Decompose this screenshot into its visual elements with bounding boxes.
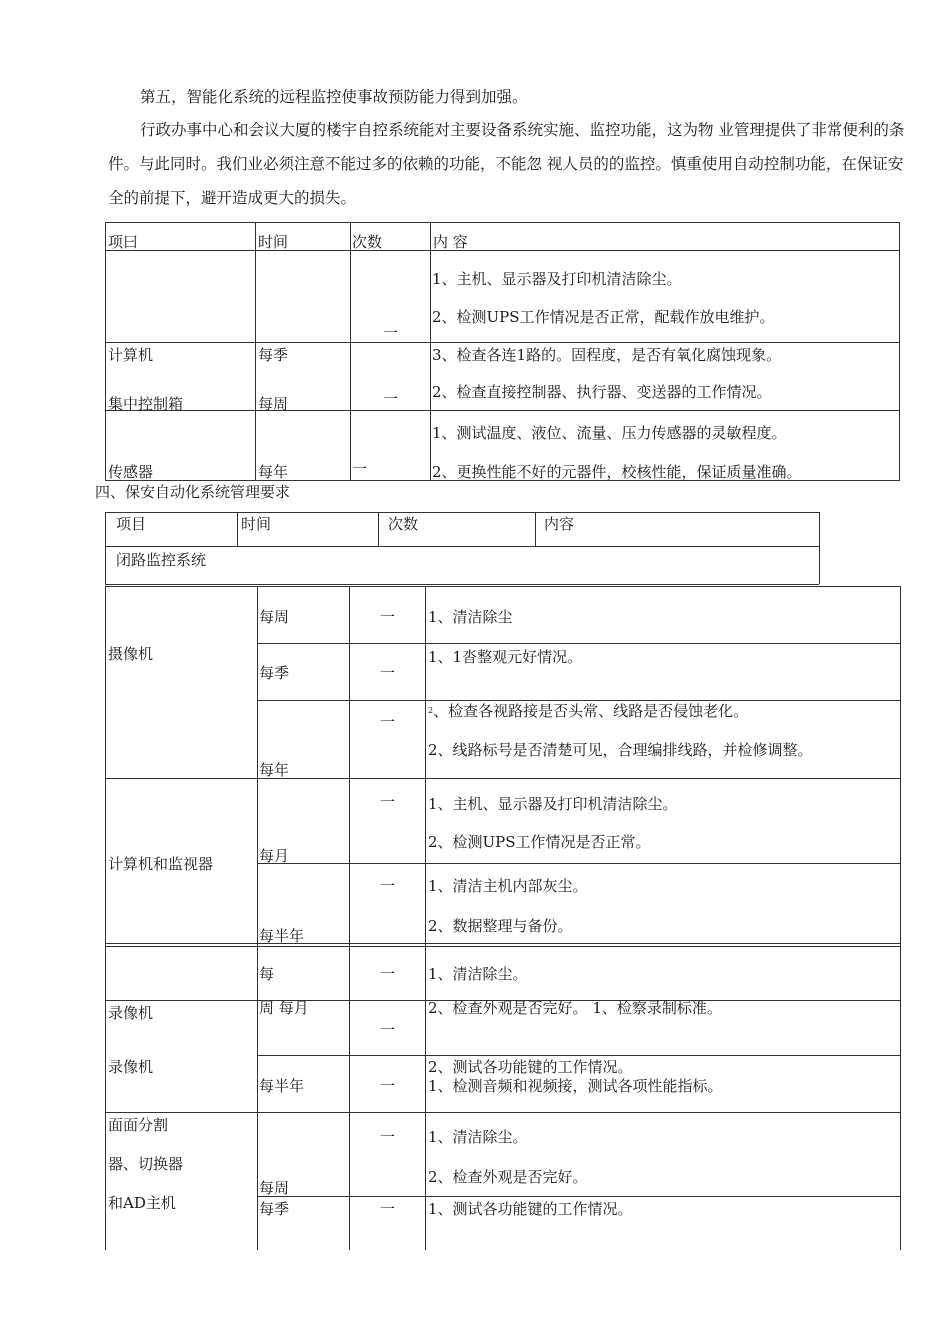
table-2-col-line xyxy=(378,512,379,546)
splitter-time: 每周 xyxy=(259,1179,290,1197)
table-1-row3-line: 2、更换性能不好的元器件，校核性能，保证质量准确。 xyxy=(432,463,802,481)
table-3-row-divider xyxy=(257,1196,900,1197)
table-3-row-divider xyxy=(257,643,900,644)
recorder-count: 一 xyxy=(380,1077,396,1095)
table-3-border-top xyxy=(105,586,901,587)
camera-time: 每年 xyxy=(259,761,290,779)
camera-item-label: 摄像机 xyxy=(108,645,154,663)
table-1-header-count: 次数 xyxy=(352,233,383,251)
computer-monitor-item-label: 计算机和监视器 xyxy=(108,855,214,873)
recorder-time: 每 xyxy=(259,965,275,983)
table-1-col-line xyxy=(899,222,900,480)
table-3-row-divider xyxy=(105,943,900,944)
table-2-header-item: 项目 xyxy=(116,515,147,533)
table-1-col-line xyxy=(350,222,351,480)
superscript-marker: 2 xyxy=(428,706,434,715)
computer-content-line: 2、数据整理与备份。 xyxy=(428,917,573,935)
table-1-border-top xyxy=(105,222,900,223)
recorder-content-line: 1、清洁除尘。 xyxy=(428,965,528,983)
computer-count: 一 xyxy=(380,877,396,895)
table-2-border-bottom xyxy=(105,584,819,585)
table-1-row-divider xyxy=(105,342,900,343)
paragraph-2: 行政办事中心和会议大厦的楼宇自控系统能对主要设备系统实施、监控功能，这为物 业管理提供了非常便利的条件。与此同时。我们业必须注意不能过多的依赖的功能，不能忽 视人员的的监控。慎重使用自动控制功能，在保证安全的前提下，避开造成更大的损失。 xyxy=(108,121,905,207)
table-3-row-divider xyxy=(257,1055,900,1056)
splitter-time: 每季 xyxy=(259,1200,290,1218)
table-3-col-line xyxy=(257,586,258,1250)
table-1-col-line xyxy=(255,222,256,480)
camera-content-line: 1、清洁除尘 xyxy=(428,608,513,626)
camera-count: 一 xyxy=(380,713,396,731)
table-2-col-line xyxy=(105,512,106,584)
table-1-row1-count: 一 xyxy=(383,324,399,342)
table-2-header-content: 内容 xyxy=(544,515,575,533)
splitter-item-label: 面面分割 xyxy=(108,1116,169,1134)
splitter-content-line: 2、检查外观是否完好。 xyxy=(428,1168,588,1186)
computer-content-line: 1、清洁主机内部灰尘。 xyxy=(428,877,588,895)
table-3-col-line xyxy=(900,586,901,1250)
table-1-row1-line: 2、检测UPS工作情况是否正常，配载作放电维护。 xyxy=(432,308,775,326)
table-3-row-divider xyxy=(257,700,900,701)
recorder-content-line: 2、测试各功能键的工作情况。 xyxy=(428,1058,633,1076)
table-1-row3-item: 传感器 xyxy=(108,463,154,481)
table-1-row2-time: 每周 xyxy=(258,395,289,413)
table-1-row2-line: 3、检查各连1路的。固程度，是否有氧化腐蚀现象。 xyxy=(432,346,782,364)
table-2-border-top xyxy=(105,512,819,513)
recorder-content-line: 1、检测音频和视频接，测试各项性能指标。 xyxy=(428,1077,723,1095)
computer-content-line: 1、主机、显示器及打印机清洁除尘。 xyxy=(428,795,678,813)
splitter-count: 一 xyxy=(380,1128,396,1146)
recorder-content-line: 2、检查外观是否完好。 1、检察录制标准。 xyxy=(428,999,722,1017)
paragraph-1: 第五，智能化系统的远程监控使事故预防能力得到加强。 xyxy=(140,88,528,106)
section-heading: 四、保安自动化系统管理要求 xyxy=(95,483,291,501)
camera-content-text: 、检查各视路接是否头常、线路是否侵蚀老化。 xyxy=(433,702,749,720)
table-1-row1-line: 1、主机、显示器及打印机清洁除尘。 xyxy=(432,270,682,288)
splitter-count: 一 xyxy=(380,1200,396,1218)
table-3-row-divider xyxy=(257,863,900,864)
recorder-time: 周 每月 xyxy=(259,999,309,1017)
table-1-header-divider xyxy=(105,250,900,251)
table-1-header-content: 内 容 xyxy=(433,233,468,251)
splitter-content-line: 1、测试各功能键的工作情况。 xyxy=(428,1200,633,1218)
table-2-header-count: 次数 xyxy=(388,515,419,533)
table-2-header-divider xyxy=(105,546,819,547)
camera-count: 一 xyxy=(380,664,396,682)
table-1-row3-time: 每年 xyxy=(258,463,289,481)
table-1-row2-line: 2、检查直接控制器、执行器、变送器的工作情况。 xyxy=(432,383,772,401)
recorder-count: 一 xyxy=(380,965,396,983)
table-2-header-time: 时间 xyxy=(241,515,272,533)
table-3-row-divider xyxy=(105,1112,900,1113)
table-2-col-line xyxy=(535,512,536,546)
table-1-row3-line: 1、测试温度、液位、流量、压力传感器的灵敏程度。 xyxy=(432,424,787,442)
camera-content-line: 1、1沓整观元好情况。 xyxy=(428,648,583,666)
recorder-item-label: 录像机 xyxy=(108,1004,154,1022)
recorder-time: 每半年 xyxy=(259,1077,305,1095)
camera-content-line xyxy=(428,702,748,720)
table-3-row-divider xyxy=(105,946,900,947)
system-row-label: 闭路监控系统 xyxy=(116,551,207,569)
camera-count: 一 xyxy=(380,608,396,626)
table-1-row2-time: 每季 xyxy=(258,346,289,364)
table-1-col-line xyxy=(430,222,431,480)
table-1-row2-item: 集中控制箱 xyxy=(108,395,184,413)
table-1-row-divider xyxy=(105,410,900,411)
table-1-col-line xyxy=(105,222,106,480)
table-3-row-divider xyxy=(105,778,900,779)
computer-time: 每月 xyxy=(259,847,290,865)
table-1-header-item: 项曰 xyxy=(108,233,139,251)
recorder-item-label: 录像机 xyxy=(108,1058,154,1076)
computer-time: 每半年 xyxy=(259,927,305,945)
camera-content-line: 2、线路标号是否清楚可见，合理编排线路，并检修调整。 xyxy=(428,741,813,759)
splitter-content-line: 1、清洁除尘。 xyxy=(428,1128,528,1146)
table-3-col-line xyxy=(425,586,426,1250)
table-2-col-line xyxy=(819,512,820,584)
table-2-col-line xyxy=(237,512,238,546)
table-1-row2-item: 计算机 xyxy=(108,346,154,364)
camera-time: 每季 xyxy=(259,664,290,682)
table-3-col-line xyxy=(349,586,350,1250)
splitter-item-label: 和AD主机 xyxy=(108,1194,176,1212)
camera-time: 每周 xyxy=(259,608,290,626)
table-1-row2-count: 一 xyxy=(383,390,399,408)
recorder-count: 一 xyxy=(380,1021,396,1039)
table-1-header-time: 时间 xyxy=(258,233,289,251)
computer-content-line: 2、检测UPS工作情况是否正常。 xyxy=(428,833,651,851)
table-1-row3-count: 一 xyxy=(352,460,368,478)
table-3-col-line xyxy=(105,586,106,1250)
computer-count: 一 xyxy=(380,793,396,811)
splitter-item-label: 器、切换器 xyxy=(108,1155,184,1173)
